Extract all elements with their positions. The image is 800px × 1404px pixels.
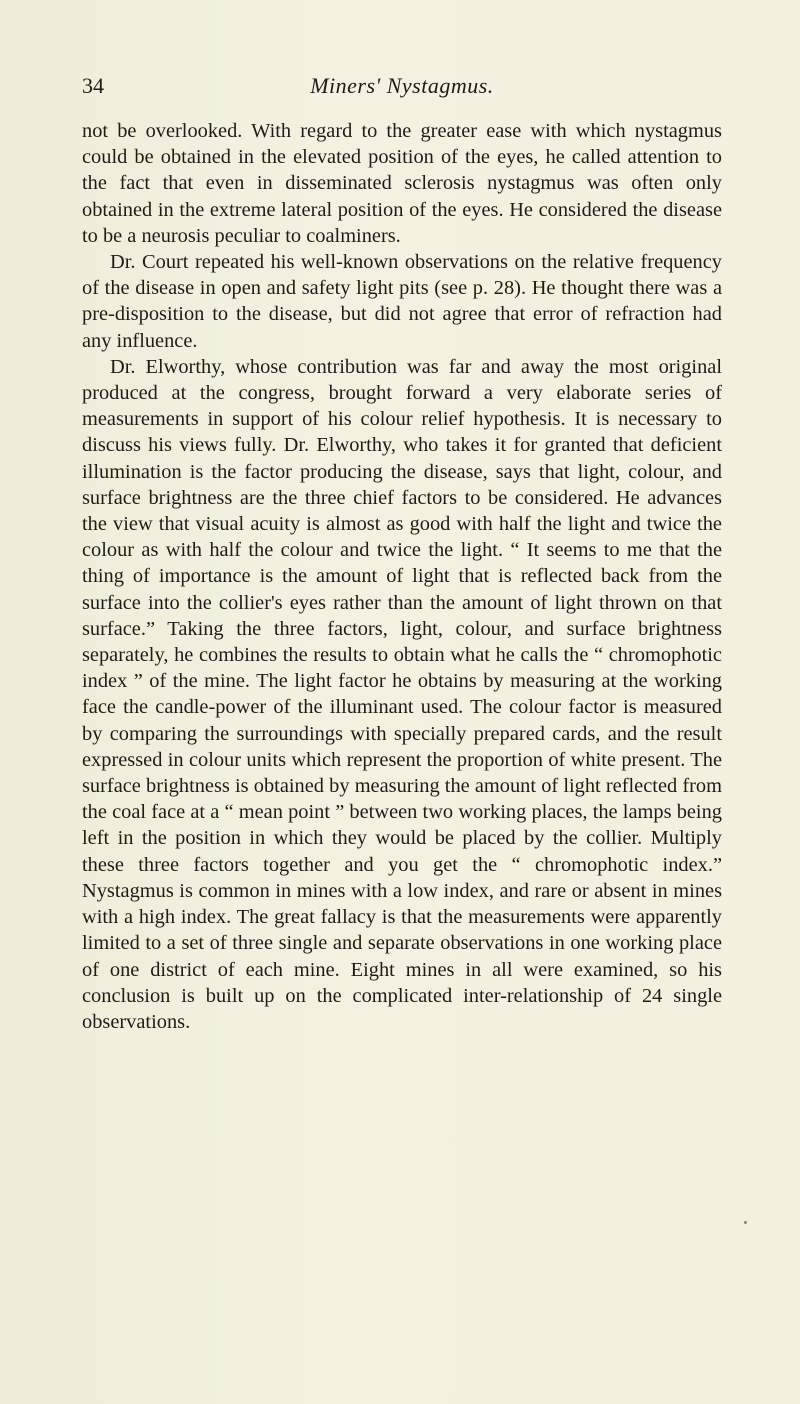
paragraph-court: Dr. Court repeated his well-known observations on the relative frequency of the disease in open and safety light pits (see p. 28). He thought there was a pre-disposition to the disease, but did not agree that error of refraction had any influence. bbox=[82, 251, 722, 352]
paper-speck bbox=[744, 1221, 747, 1224]
body-text bbox=[82, 118, 722, 1035]
running-head bbox=[82, 73, 722, 103]
page-number: 34 bbox=[82, 73, 104, 98]
running-title: Miners' Nystagmus. bbox=[310, 73, 494, 98]
paragraph-continuation: not be overlooked. With regard to the greater ease with which nystagmus could be obtained in the elevated position of the eyes, he called attention to the fact that even in disseminated sclerosis nystagmus was often only obtained in the extreme lateral position of the eyes. He considered the disease to be a neurosis peculiar to coalminers. bbox=[82, 120, 722, 247]
paragraph-elworthy: Dr. Elworthy, whose contribution was far and away the most original produced at the congress, brought forward a very elaborate series of measurements in support of his colour relief hypothesis. It is necessary to discuss his views fully. Dr. Elworthy, who takes it for granted that deficient illumination is the factor producing the disease, says that light, colour, and surface brightness are the three chief factors to be considered. He advances the view that visual acuity is almost as good with half the light and twice the colour as with half the colour and twice the light. “ It seems to me that the thing of importance is the amount of light that is reflected back from the surface into the collier's eyes rather than the amount of light thrown on that surface.” Taking the three factors, light, colour, and surface brightness separately, he combines the results to obtain what he calls the “ chromophotic index ” of the mine. The light factor he obtains by measuring at the working face the candle-power of the illuminant used. The colour factor is measured by comparing the surroundings with specially prepared cards, and the result expressed in colour units which represent the proportion of white present. The surface brightness is obtained by measuring the amount of light reflected from the coal face at a “ mean point ” between two working places, the lamps being left in the position in which they would be placed by the collier. Multiply these three factors together and you get the “ chromophotic index.” Nystagmus is common in mines with a low index, and rare or absent in mines with a high index. The great fallacy is that the measurements were apparently limited to a set of three single and separate observations in one working place of one district of each mine. Eight mines in all were examined, so his conclusion is built up on the complicated inter-relationship of 24 single observations. bbox=[82, 355, 722, 1033]
